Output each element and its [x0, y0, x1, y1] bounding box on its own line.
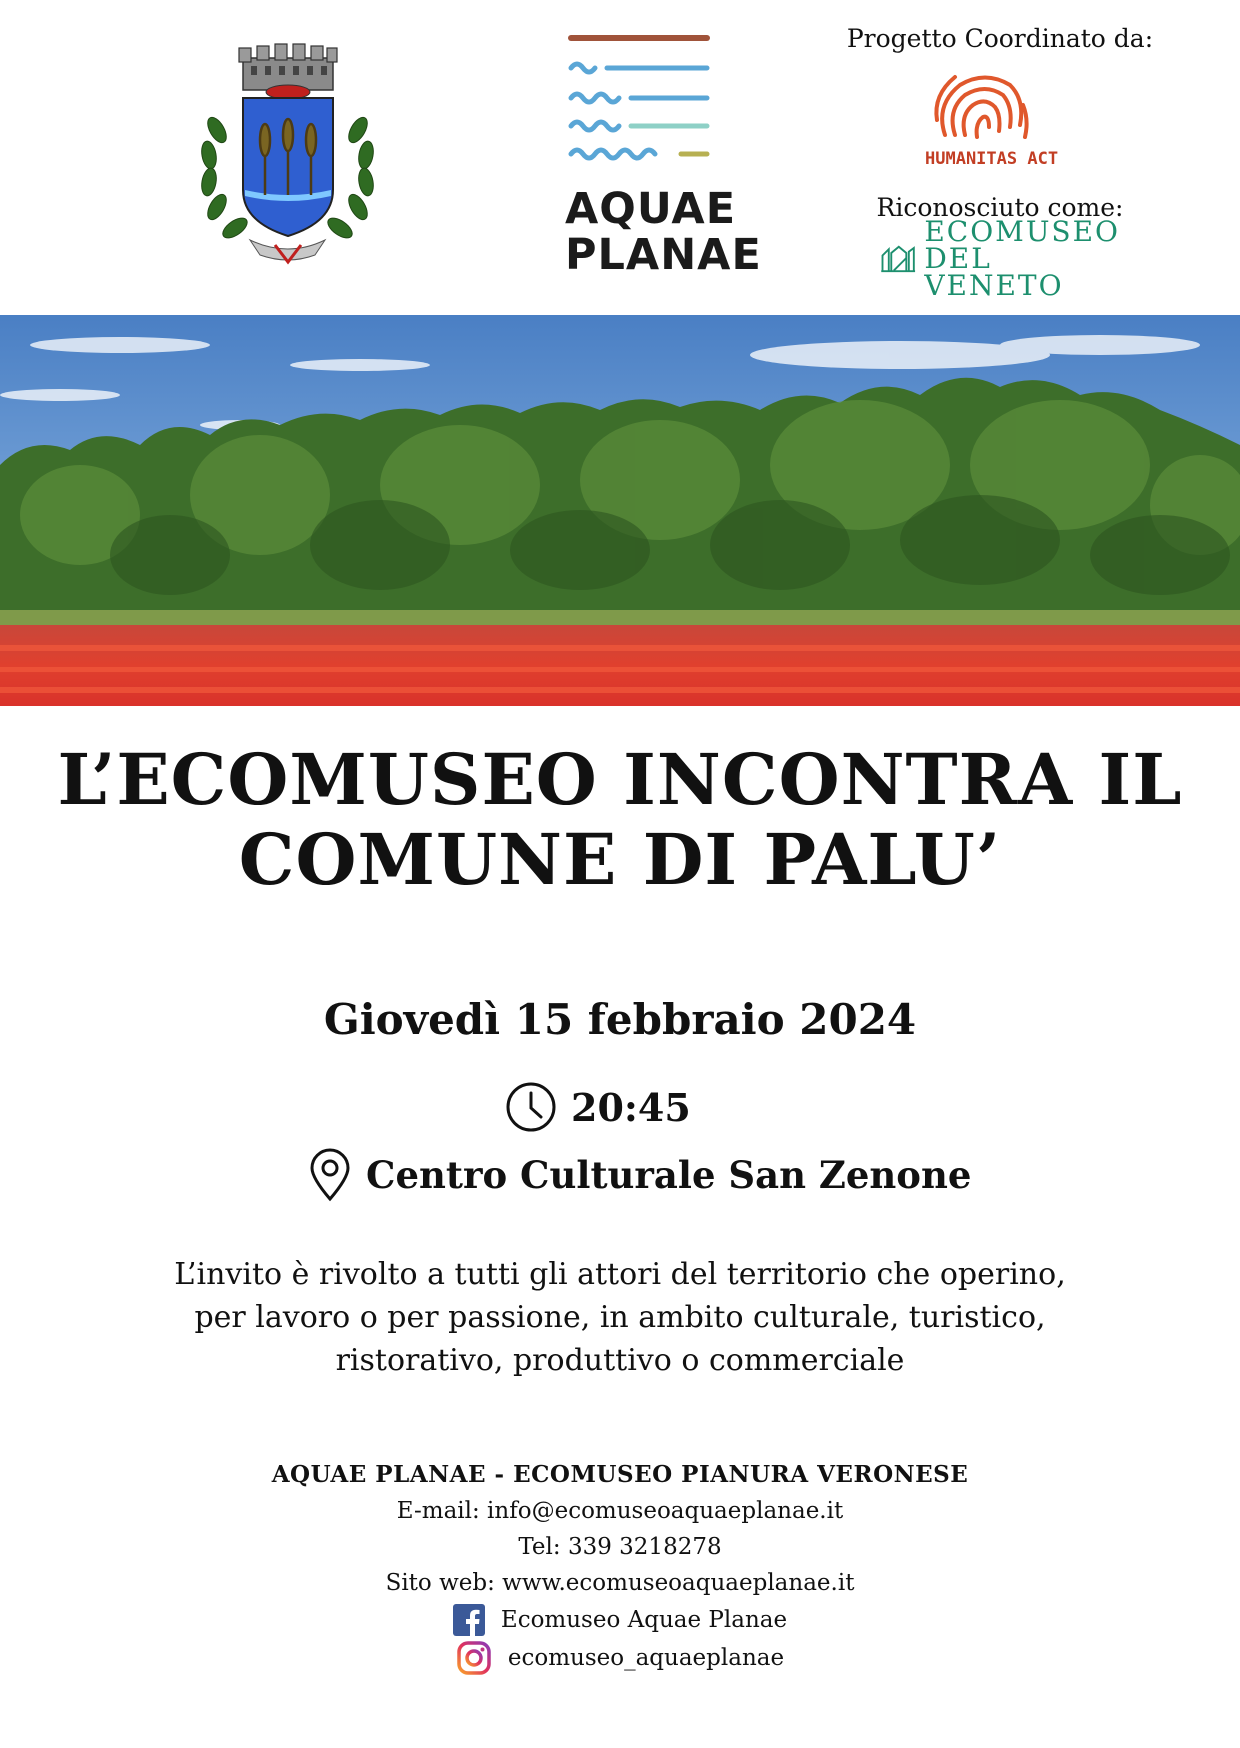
description-line1: L’invito è rivolto a tutti gli attori del territorio che operino, — [174, 1257, 1066, 1292]
facebook-handle: Ecomuseo Aquae Planae — [500, 1607, 788, 1633]
facebook-row[interactable] — [0, 1601, 1240, 1639]
event-place: Centro Culturale San Zenone — [366, 1153, 972, 1197]
event-title-line2: COMUNE DI PALU’ — [238, 818, 1002, 901]
footer-email[interactable]: E-mail: info@ecomuseoaquaeplanae.it — [396, 1498, 844, 1524]
footer-phone[interactable]: Tel: 339 3218278 — [518, 1534, 722, 1560]
instagram-icon — [456, 1640, 492, 1676]
event-time-row — [505, 1077, 691, 1137]
humanitas-act-logo — [925, 65, 1065, 173]
description-line3: ristorativo, produttivo o commerciale — [335, 1343, 905, 1378]
event-time: 20:45 — [571, 1084, 691, 1130]
instagram-row[interactable] — [0, 1639, 1240, 1677]
event-date: Giovedì 15 febbraio 2024 — [323, 995, 917, 1044]
humanitas-act-text: HUMANITAS ACT — [925, 149, 1059, 169]
aquae-logo-line2: PLANAE — [565, 230, 762, 280]
event-description — [100, 1253, 1140, 1382]
event-title — [40, 740, 1200, 900]
recognized-as-label: Riconosciuto come: — [876, 193, 1124, 222]
fingerprint-mark — [925, 65, 1035, 145]
aquae-logo-line1: AQUAE — [565, 184, 737, 234]
aquae-planae-waves-mark — [565, 32, 715, 182]
ecomuseo-veneto-mark — [880, 234, 916, 282]
aquae-planae-logo — [565, 32, 762, 280]
poppy-field-photo — [0, 315, 1240, 706]
footer-website[interactable]: Sito web: www.ecomuseoaquaeplanae.it — [385, 1570, 855, 1596]
map-pin-icon — [308, 1148, 352, 1202]
ecomuseo-del-veneto-logo — [880, 214, 1120, 302]
event-place-row — [308, 1145, 971, 1205]
contact-footer — [0, 1457, 1240, 1677]
coordinated-by-label: Progetto Coordinato da: — [846, 24, 1154, 53]
ecomuseo-veneto-line1: ECOMUSEO — [924, 214, 1120, 248]
facebook-icon — [453, 1604, 485, 1636]
instagram-handle: ecomuseo_aquaeplanae — [507, 1645, 785, 1671]
footer-organization: AQUAE PLANAE - ECOMUSEO PIANURA VERONESE — [271, 1461, 969, 1488]
clock-icon — [505, 1081, 557, 1133]
ecomuseo-veneto-line2: DEL VENETO — [924, 241, 1064, 302]
description-line2: per lavoro o per passione, in ambito culturale, turistico, — [194, 1300, 1046, 1335]
event-title-line1: L’ECOMUSEO INCONTRA IL — [57, 738, 1183, 821]
municipal-crest-logo — [195, 40, 380, 265]
